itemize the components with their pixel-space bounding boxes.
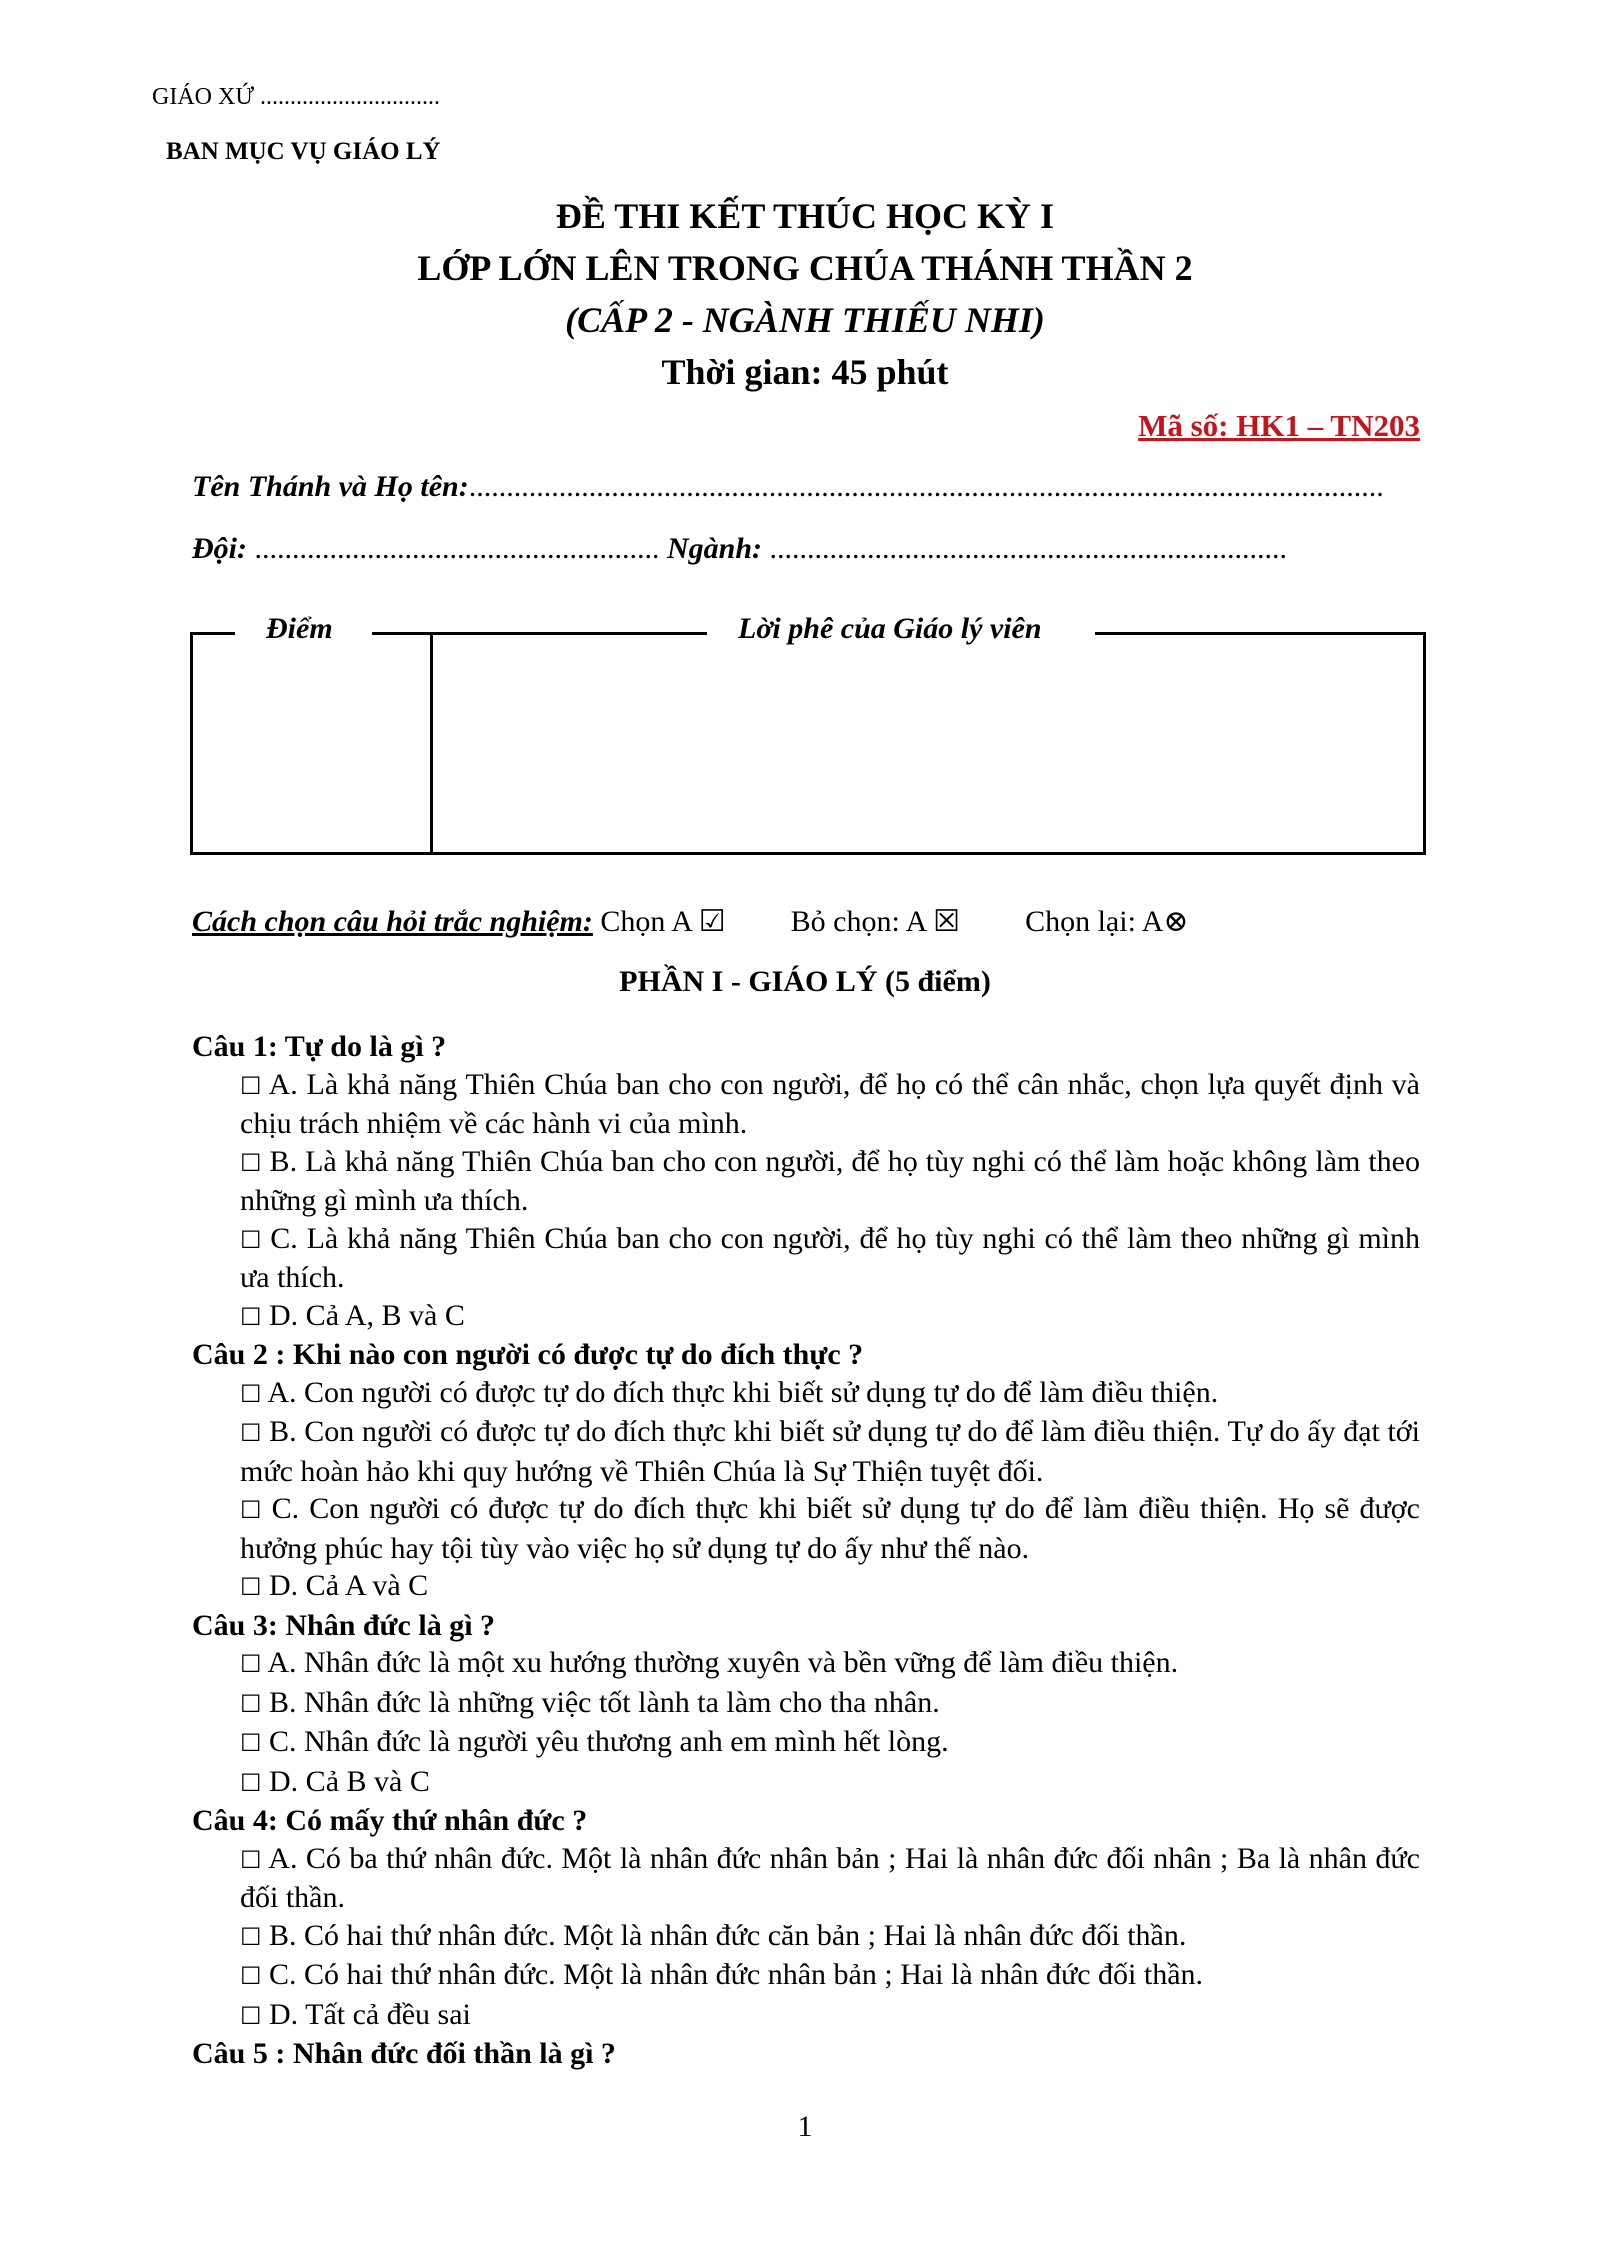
level-subtitle: (CẤP 2 - NGÀNH THIẾU NHI) <box>565 300 1045 340</box>
question-text: Câu 5 : Nhân đức đối thần là gì ? <box>192 2037 616 2070</box>
checkbox-icon[interactable]: ☐ <box>240 1650 262 1678</box>
checkbox-icon[interactable]: ☐ <box>240 1302 262 1331</box>
score-label: Điểm <box>266 612 333 645</box>
checkbox-icon[interactable]: ☐ <box>240 1729 262 1757</box>
option-text: B. Là khả năng Thiên Chúa ban cho con người, để họ tùy nghi có thể làm hoặc không làm theo những gì mình ưa thích. <box>240 1144 1420 1217</box>
answer-option[interactable] <box>192 1917 1420 1957</box>
answer-option[interactable] <box>192 1374 1420 1414</box>
instruction-deselect: Bỏ chọn: A ☒ <box>790 905 961 938</box>
answer-option[interactable] <box>192 1297 1420 1337</box>
answer-option[interactable] <box>192 1996 1420 2036</box>
option-text: A. Nhân đức là một xu hướng thường xuyên và bền vững để làm điều thiện. <box>261 1646 1179 1679</box>
option-text: C. Là khả năng Thiên Chúa ban cho con người, để họ tùy nghi có thể làm theo những gì mình ưa thích. <box>240 1221 1420 1294</box>
option-text: A. Có ba thứ nhân đức. Một là nhân đức nhân bản ; Hai là nhân đức đối nhân ; Ba là nhân đức đối thần. <box>240 1841 1420 1914</box>
option-text: B. Nhân đức là những việc tốt lành ta làm cho tha nhân. <box>261 1685 940 1719</box>
question-text: Câu 2 : Khi nào con người có được tự do đích thực ? <box>192 1338 864 1371</box>
instruction-select: Chọn A ☑ <box>600 905 726 938</box>
ministry-name: BAN MỤC VỤ GIÁO LÝ <box>166 138 441 165</box>
checkbox-icon[interactable]: ☐ <box>240 1768 262 1797</box>
checkbox-icon[interactable]: ☐ <box>240 1962 262 1990</box>
answer-option[interactable] <box>192 1684 1420 1724</box>
option-text: D. Cả B và C <box>261 1764 430 1798</box>
answer-option[interactable] <box>192 1644 1420 1684</box>
question-list <box>192 1028 1420 2073</box>
comment-label: Lời phê của Giáo lý viên <box>738 612 1042 645</box>
time-limit: Thời gian: 45 phút <box>661 352 949 392</box>
question-text: Câu 3: Nhân đức là gì ? <box>192 1608 496 1642</box>
score-comment-box <box>190 632 1426 855</box>
option-text: D. Cả A, B và C <box>261 1298 465 1332</box>
checkbox-icon[interactable]: ☐ <box>240 1419 262 1447</box>
answer-option[interactable] <box>192 1840 1420 1917</box>
checkbox-icon[interactable]: ☐ <box>240 1689 262 1718</box>
team-branch-field[interactable] <box>192 532 1287 566</box>
team-dots: ...................................................... <box>254 532 667 565</box>
answer-option[interactable] <box>192 1956 1420 1996</box>
option-text: B. Con người có được tự do đích thực khi biết sử dụng tự do để làm điều thiện. Tự do ấy đạt tới mức hoàn hảo khi quy hướng về Thiên Chúa là Sự Thiện tuyệt đối. <box>240 1415 1420 1488</box>
checkbox-icon[interactable]: ☐ <box>240 1573 262 1601</box>
question-text: Câu 4: Có mấy thứ nhân đức ? <box>192 1804 588 1837</box>
checkbox-icon[interactable]: ☐ <box>240 2001 262 2030</box>
name-label: Tên Thánh và Họ tên: <box>192 470 469 503</box>
option-text: D. Cả A và C <box>261 1569 429 1602</box>
answer-option[interactable] <box>192 1723 1420 1763</box>
part-title: PHẦN I - GIÁO LÝ (5 điểm) <box>619 965 991 998</box>
parish-line: GIÁO XỨ .............................. <box>152 84 440 110</box>
answer-option[interactable] <box>192 1220 1420 1297</box>
box-divider <box>430 632 433 854</box>
box-top-line <box>190 632 235 635</box>
branch-dots: ..................................................................... <box>762 532 1288 565</box>
question-text: Câu 1: Tự do là gì ? <box>192 1030 447 1063</box>
page-number: 1 <box>797 2110 813 2143</box>
option-text: B. Có hai thứ nhân đức. Một là nhân đức căn bản ; Hai là nhân đức đối thần. <box>261 1918 1187 1952</box>
option-text: A. Là khả năng Thiên Chúa ban cho con người, để họ có thể cân nhắc, chọn lựa quyết định và chịu trách nhiệm về các hành vi của mình. <box>240 1067 1420 1140</box>
checkbox-icon[interactable]: ☐ <box>240 1845 262 1874</box>
answer-instructions <box>192 904 1189 939</box>
branch-label: Ngành: <box>667 532 763 565</box>
name-dots: .......................................................................................................................... <box>468 470 1384 503</box>
option-text: C. Có hai thứ nhân đức. Một là nhân đức nhân bản ; Hai là nhân đức đối thần. <box>261 1958 1204 1991</box>
answer-option[interactable] <box>192 1567 1420 1607</box>
instructions-label: Cách chọn câu hỏi trắc nghiệm: <box>192 905 593 938</box>
checkbox-icon[interactable]: ☐ <box>240 1496 262 1524</box>
checkbox-icon[interactable]: ☐ <box>240 1379 262 1408</box>
answer-option[interactable] <box>192 1066 1420 1143</box>
class-title: LỚP LỚN LÊN TRONG CHÚA THÁNH THẦN 2 <box>417 248 1193 288</box>
option-text: C. Con người có được tự do đích thực khi biết sử dụng tự do để làm điều thiện. Họ sẽ được hưởng phúc hay tội tùy vào việc họ sử dụng tự do ấy như thế nào. <box>240 1492 1420 1565</box>
answer-option[interactable] <box>192 1490 1420 1567</box>
answer-option[interactable] <box>192 1143 1420 1220</box>
checkbox-icon[interactable]: ☐ <box>240 1071 262 1100</box>
checkbox-icon[interactable]: ☐ <box>240 1225 262 1254</box>
exam-code: Mã số: HK1 – TN203 <box>1138 408 1420 443</box>
box-top-line <box>1095 632 1423 635</box>
box-top-line <box>372 632 707 635</box>
option-text: D. Tất cả đều sai <box>261 1997 471 2031</box>
name-field[interactable] <box>192 470 1384 504</box>
option-text: A. Con người có được tự do đích thực khi biết sử dụng tự do để làm điều thiện. <box>261 1375 1219 1409</box>
exam-title-block <box>0 190 1600 398</box>
option-text: C. Nhân đức là người yêu thương anh em mình hết lòng. <box>261 1725 949 1758</box>
checkbox-icon[interactable]: ☐ <box>240 1148 262 1177</box>
instruction-reselect: Chọn lại: A⊗ <box>1025 905 1189 938</box>
checkbox-icon[interactable]: ☐ <box>240 1922 262 1951</box>
answer-option[interactable] <box>192 1763 1420 1803</box>
answer-option[interactable] <box>192 1413 1420 1490</box>
team-label: Đội: <box>192 532 247 565</box>
exam-title: ĐỀ THI KẾT THÚC HỌC KỲ I <box>555 196 1055 236</box>
